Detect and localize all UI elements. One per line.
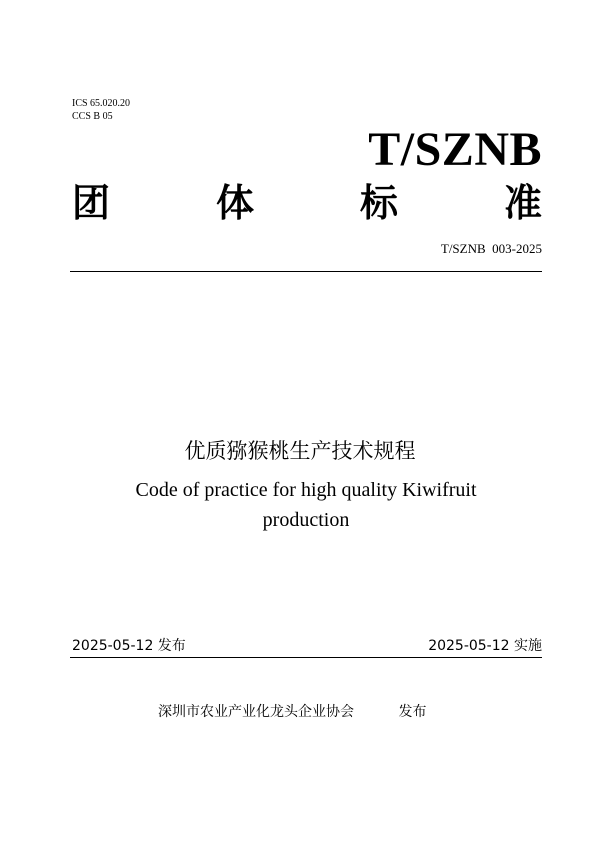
standard-type-char: 体 (215, 181, 254, 225)
standard-type-char: 团 (72, 181, 111, 225)
standard-type (72, 178, 542, 228)
top-divider (70, 271, 542, 272)
publisher-name: 深圳市农业产业化龙头企业协会 (158, 704, 354, 720)
title-chinese: 优质猕猴桃生产技术规程 (184, 439, 416, 463)
ics-code: ICS 65.020.20 (72, 98, 131, 109)
standard-code: T/SZNB (368, 123, 542, 176)
standard-number: T/SZNB 003-2025 (440, 241, 542, 256)
standard-type-char: 标 (359, 181, 398, 225)
title-english: Code of practice for high quality Kiwifruit production (135, 479, 477, 531)
publisher (158, 703, 426, 721)
standard-type-char: 准 (503, 181, 542, 225)
bottom-divider (70, 657, 542, 658)
implement-date: 2025-05-12 实施 (428, 638, 542, 654)
publish-date: 2025-05-12 发布 (72, 638, 186, 654)
publisher-suffix: 发布 (398, 704, 427, 720)
ccs-code: CCS B 05 (72, 111, 113, 122)
